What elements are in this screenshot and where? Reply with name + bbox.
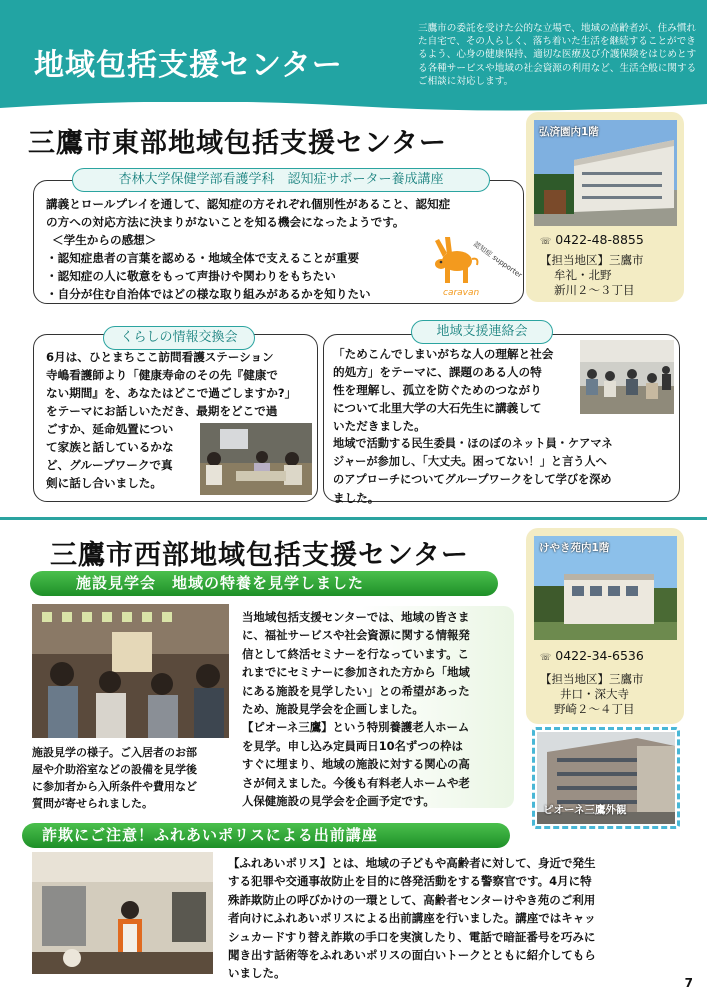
pione-label: ピオーネ三鷹外観 — [543, 804, 627, 816]
exchange-line: 寺嶋看護師より「健康寿命のその先『健康で — [46, 368, 278, 382]
east-phone — [540, 232, 644, 247]
exchange-line: ど、グループワークで真 — [46, 458, 173, 472]
police-line: 聞き出す話術等をふれあいポリスの面白いトークとともに紹介してもら — [228, 948, 596, 963]
tour-line: 【ピオーネ三鷹】という特別養護老人ホーム — [242, 720, 470, 735]
seminar-line: 講義とロールプレイを通して、認知症の方それぞれ個別性があること、認知症 — [46, 197, 451, 211]
police-line: 者向けにふれあいポリスによる出前講座を行いました。講座ではキャッ — [228, 911, 596, 926]
seminar-line: の方への対応方法に決まりがないことを知る機会になったようです。 — [46, 215, 405, 229]
liaison-ribbon: 地域支援連絡会 — [411, 320, 553, 344]
liaison-line: 地域で活動する民生委員・ほのぼのネット員・ケアマネ — [333, 437, 613, 450]
keyakien-building-photo — [534, 536, 677, 640]
liaison-line: 性を理解し、孤立を防ぐためのつながり — [333, 383, 542, 397]
seminar-line: ＜学生からの感想＞ — [52, 233, 157, 247]
tour-line: 当地域包括支援センターでは、地域の皆さま — [242, 610, 470, 624]
liaison-line: のアプローチについてグループワークをして学びを深め — [333, 473, 612, 486]
tour-line: さが伺えました。今後も有料老人ホームや老 — [242, 775, 470, 790]
east-area-line: 牟礼・北野 — [554, 268, 612, 282]
liaison-line: ジャーが参加し、「大丈夫。困ってない！」と言う人へ — [333, 455, 607, 468]
tour-title-bar: 施設見学会 地域の特養を見学しました — [30, 571, 498, 596]
east-area-label: 【担当地区】三鷹市 — [540, 253, 644, 267]
exchange-ribbon: くらしの情報交換会 — [103, 326, 255, 350]
west-section-title: 三鷹市西部地域包括支援センター — [50, 540, 469, 571]
liaison-line: 的処方」をテーマに、課題のある人の特 — [333, 365, 542, 379]
header-band — [0, 0, 707, 102]
exchange-line: ない期間』を、あなたはどこで過ごしますか?」 — [46, 386, 297, 400]
liaison-line: 「ためこんでしまいがちな人の理解と社会 — [333, 347, 554, 361]
page-number: 7 — [684, 976, 693, 990]
liaison-lecture-photo — [580, 340, 674, 414]
tour-line: に、福祉サービスや社会資源に関する情報発 — [242, 628, 470, 643]
tour-line: を見学。申し込み定員両日10名ずつの枠は — [242, 738, 463, 753]
section-divider — [0, 517, 707, 520]
west-area-line: 野崎２～４丁目 — [554, 702, 635, 716]
seminar-bullet: ・認知症の人に敬意をもって声掛けや関わりをもちたい — [46, 269, 336, 283]
east-phone-number: 0422-48-8855 — [555, 232, 644, 247]
liaison-line: いただきました。 — [333, 419, 426, 433]
tour-line: ため、施設見学会を企画しました。 — [242, 702, 424, 717]
tour-caption-line: 施設見学の様子。ご入居者のお部 — [32, 746, 197, 759]
exchange-meeting-photo — [200, 423, 312, 495]
police-line: する犯罪や交通事故防止を目的に啓発活動をする警察官です。4月に特 — [228, 874, 592, 889]
kousaien-label: 弘済園内1階 — [539, 126, 599, 138]
liaison-line: ました。 — [333, 491, 380, 505]
exchange-line: 6月は、ひとまちここ訪問看護ステーション — [46, 350, 274, 364]
exchange-line: 剣に話し合いました。 — [46, 476, 162, 490]
supporter-caravan-mascot-icon — [429, 231, 524, 299]
phone-icon: ☏ — [540, 237, 552, 247]
police-lecture-photo — [32, 852, 213, 974]
police-line: 殊詐欺防止の呼びかけの一環として、高齢者センターけやき苑のご利用 — [228, 892, 596, 907]
west-area-line: 井口・深大寺 — [560, 687, 629, 701]
tour-line: れまでにセミナーに参加された方から「地域 — [242, 665, 470, 680]
exchange-line: ごすか、延命処置につい — [46, 422, 174, 436]
tour-caption-line: に参加者から入所条件や費用など — [32, 780, 197, 793]
west-info-card — [526, 528, 684, 724]
tour-text — [242, 608, 518, 810]
header-title: 地域包括支援センター — [34, 48, 343, 83]
tour-line: 信として終活セミナーを行なっています。こ — [242, 646, 469, 661]
exchange-line: て家族と話しているかな — [46, 440, 174, 454]
pione-building-photo — [537, 732, 675, 824]
tour-caption-line: 質問が寄せられました。 — [32, 797, 153, 810]
facility-tour-photo — [32, 604, 229, 738]
tour-caption-line: 屋や介助浴室などの設備を見学後 — [32, 763, 197, 776]
east-seminar-box — [33, 180, 524, 304]
seminar-bullet: ・認知症患者の言葉を認める・地域全体で支えることが重要 — [46, 251, 360, 265]
west-phone — [540, 648, 644, 663]
police-line: 【ふれあいポリス】とは、地域の子どもや高齢者に対して、身近で発生 — [228, 856, 596, 870]
mascot-bottom-text: caravan — [443, 288, 480, 298]
west-area — [540, 672, 644, 717]
police-line: シュカードすり替え詐欺の手口を実演したり、電話で暗証番号を巧みに — [228, 929, 596, 944]
tour-line: すぐに埋まり、地域の施設に対する関心の高 — [242, 757, 470, 772]
east-area — [540, 253, 644, 298]
east-info-card — [526, 112, 684, 302]
tour-caption — [32, 744, 232, 812]
liaison-line: について北里大学の大石先生に講義して — [333, 401, 542, 415]
keyakien-label: けやき苑内1階 — [539, 542, 610, 554]
east-section-title: 三鷹市東部地域包括支援センター — [28, 128, 447, 159]
west-phone-number: 0422-34-6536 — [555, 648, 644, 663]
police-text — [228, 854, 698, 983]
tour-line: 人保健施設の見学会を企画予定です。 — [242, 794, 435, 809]
west-area-label: 【担当地区】三鷹市 — [540, 672, 644, 686]
police-line: いました。 — [228, 966, 286, 981]
exchange-line: をテーマにお話しいただき、最期をどこで過 — [46, 404, 278, 418]
phone-icon: ☏ — [540, 653, 552, 663]
seminar-ribbon: 杏林大学保健学部看護学科 認知症サポーター養成講座 — [72, 168, 490, 192]
header-description: 三鷹市の委託を受けた公的な立場で、地域の高齢者が、住み慣れた自宅で、その人らしく、落ち着いた生活を継続することができるよう、心身の健康保持、適切な医療及び介護保険をはじめとする各種サービスや地域の社会資源の利用など、生活全般に関するご相談に対応します。 — [418, 23, 697, 87]
mascot-top-text: 認知症 supporter — [471, 240, 524, 280]
east-area-line: 新川２～３丁目 — [554, 283, 635, 297]
police-title-bar: 詐欺にご注意！ふれあいポリスによる出前講座 — [22, 823, 510, 848]
kousaien-building-photo — [534, 120, 677, 226]
tour-line: にある施設を見学したい」との希望があった — [242, 683, 470, 698]
seminar-bullet: ・自分が住む自治体ではどの様な取り組みがあるかを知りたい — [46, 287, 371, 301]
